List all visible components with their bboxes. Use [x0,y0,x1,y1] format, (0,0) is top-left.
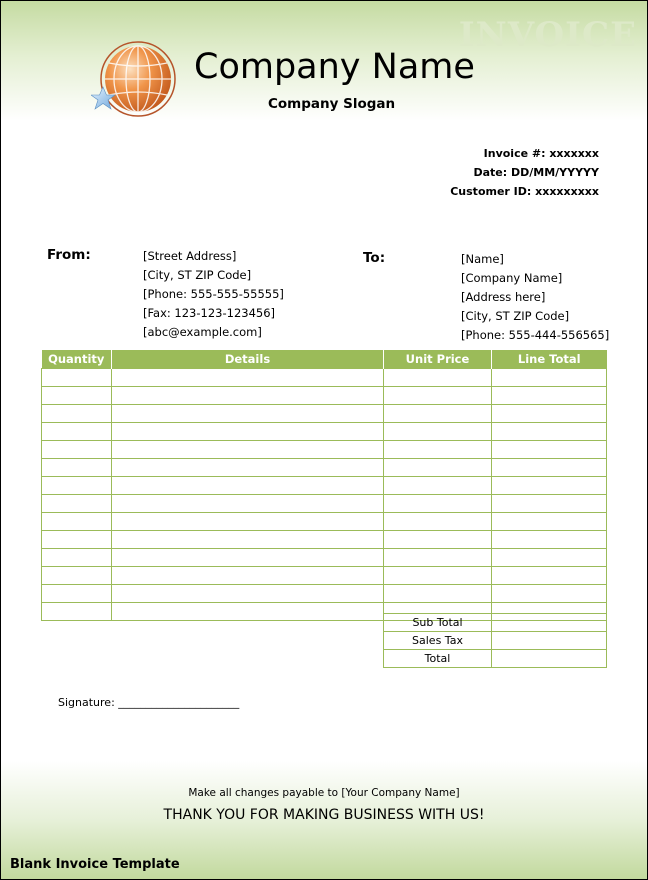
quantity-cell[interactable] [42,387,112,405]
unit-price-cell[interactable] [384,441,492,459]
quantity-cell[interactable] [42,423,112,441]
header-quantity: Quantity [42,350,112,369]
from-street: [Street Address] [143,249,237,263]
details-cell[interactable] [112,513,384,531]
table-row [384,614,607,632]
table-row [384,650,607,668]
total-value[interactable] [492,650,607,668]
line-total-cell[interactable] [492,495,607,513]
unit-price-cell[interactable] [384,369,492,387]
line-items-body [42,369,607,621]
subtotal-label: Sub Total [384,614,492,632]
sales-tax-label: Sales Tax [384,632,492,650]
totals-table [383,613,607,668]
details-cell[interactable] [112,459,384,477]
header-unit-price: Unit Price [384,350,492,369]
quantity-cell[interactable] [42,459,112,477]
template-title: Blank Invoice Template [10,857,180,872]
unit-price-cell[interactable] [384,549,492,567]
total-label: Total [384,650,492,668]
header-details: Details [112,350,384,369]
table-header-row [42,350,607,369]
line-total-cell[interactable] [492,477,607,495]
quantity-cell[interactable] [42,603,112,621]
to-address [461,250,609,345]
unit-price-cell[interactable] [384,567,492,585]
quantity-cell[interactable] [42,567,112,585]
table-row [42,585,607,603]
invoice-date: Date: DD/MM/YYYYY [473,166,599,179]
details-cell[interactable] [112,567,384,585]
line-total-cell[interactable] [492,567,607,585]
line-total-cell[interactable] [492,459,607,477]
to-phone: [Phone: 555-444-556565] [461,328,610,342]
unit-price-cell[interactable] [384,423,492,441]
table-row [42,477,607,495]
line-total-cell[interactable] [492,441,607,459]
details-cell[interactable] [112,423,384,441]
from-email: [abc@example.com] [143,325,262,339]
line-total-cell[interactable] [492,405,607,423]
from-city: [City, ST ZIP Code] [143,268,252,282]
globe-star-icon [91,39,181,119]
to-label: To: [363,250,386,266]
table-row [384,632,607,650]
from-address [143,247,284,342]
table-row [42,531,607,549]
from-label: From: [47,247,91,263]
quantity-cell[interactable] [42,513,112,531]
details-cell[interactable] [112,387,384,405]
table-row [42,369,607,387]
to-address-line: [Address here] [461,290,546,304]
payable-note: Make all changes payable to [Your Company Name] [188,787,460,799]
table-row [42,513,607,531]
quantity-cell[interactable] [42,495,112,513]
table-row [42,549,607,567]
unit-price-cell[interactable] [384,477,492,495]
thank-you-message: THANK YOU FOR MAKING BUSINESS WITH US! [163,807,485,823]
invoice-watermark: INVOICE [458,15,637,55]
table-row [42,441,607,459]
details-cell[interactable] [112,549,384,567]
line-total-cell[interactable] [492,387,607,405]
details-cell[interactable] [112,585,384,603]
line-total-cell[interactable] [492,585,607,603]
table-row [42,405,607,423]
signature-line: Signature: ______________________ [58,696,240,709]
table-row [42,387,607,405]
details-cell[interactable] [112,603,384,621]
unit-price-cell[interactable] [384,495,492,513]
line-total-cell[interactable] [492,423,607,441]
details-cell[interactable] [112,369,384,387]
table-row [42,495,607,513]
table-row [42,459,607,477]
details-cell[interactable] [112,531,384,549]
quantity-cell[interactable] [42,531,112,549]
unit-price-cell[interactable] [384,531,492,549]
from-phone: [Phone: 555-555-55555] [143,287,284,301]
customer-id: Customer ID: xxxxxxxxx [450,185,599,198]
from-fax: [Fax: 123-123-123456] [143,306,276,320]
unit-price-cell[interactable] [384,387,492,405]
to-company: [Company Name] [461,271,563,285]
line-total-cell[interactable] [492,531,607,549]
line-total-cell[interactable] [492,513,607,531]
unit-price-cell[interactable] [384,405,492,423]
subtotal-value[interactable] [492,614,607,632]
to-name: [Name] [461,252,504,266]
quantity-cell[interactable] [42,549,112,567]
line-total-cell[interactable] [492,549,607,567]
details-cell[interactable] [112,495,384,513]
header-line-total: Line Total [492,350,607,369]
company-slogan: Company Slogan [268,96,396,112]
quantity-cell[interactable] [42,477,112,495]
sales-tax-value[interactable] [492,632,607,650]
table-row [42,567,607,585]
line-items-table [41,350,607,621]
details-cell[interactable] [112,405,384,423]
unit-price-cell[interactable] [384,585,492,603]
quantity-cell[interactable] [42,441,112,459]
line-total-cell[interactable] [492,369,607,387]
unit-price-cell[interactable] [384,513,492,531]
to-city: [City, ST ZIP Code] [461,309,570,323]
table-row [42,423,607,441]
company-name: Company Name [194,47,475,87]
unit-price-cell[interactable] [384,459,492,477]
quantity-cell[interactable] [42,369,112,387]
details-cell[interactable] [112,441,384,459]
quantity-cell[interactable] [42,405,112,423]
details-cell[interactable] [112,477,384,495]
quantity-cell[interactable] [42,585,112,603]
invoice-number: Invoice #: xxxxxxx [483,147,599,160]
invoice-meta [450,144,599,201]
